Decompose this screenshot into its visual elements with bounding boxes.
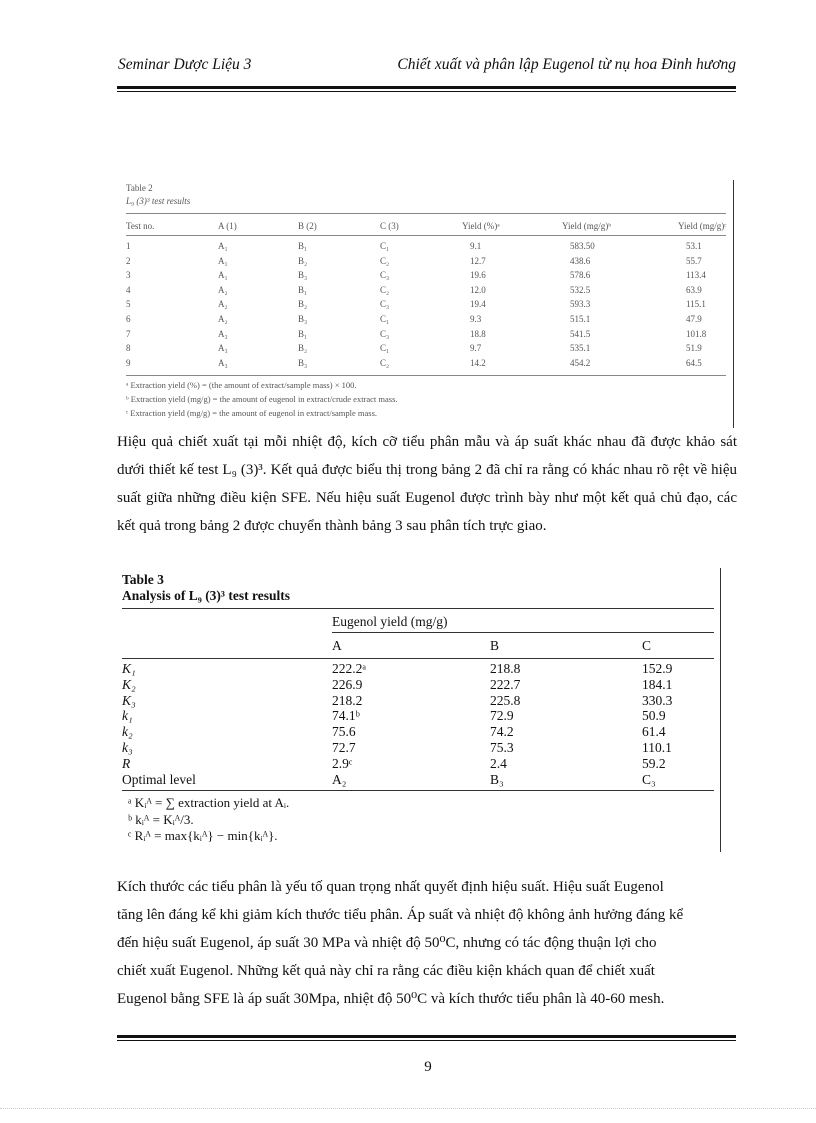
table2-cell: B₃	[298, 314, 308, 324]
table3-row-label: R	[122, 755, 131, 771]
table2-cell: 101.8	[686, 328, 707, 339]
table2-header-cell: Yield (mg/g)ᵇ	[562, 221, 612, 231]
table3-cell: B₃	[490, 771, 504, 787]
table2-cell: 18.8	[470, 328, 486, 339]
table3-cell: 222.2ᵃ	[332, 661, 367, 676]
table3-header-rule	[122, 658, 714, 659]
paragraph-2-line: Kích thước các tiểu phân là yếu tố quan trọng nhất quyết định hiệu suất. Hiệu suất Eugenol	[117, 879, 664, 895]
footer-rule-thin	[117, 1040, 736, 1041]
table2-bottom-rule	[126, 375, 726, 376]
table3-cell: 72.9	[490, 708, 514, 724]
table2-cell: 19.6	[470, 270, 486, 281]
table3-footnote-b: ᵇ kᵢᴬ = Kᵢᴬ/3.	[128, 812, 194, 827]
table2-cell: 4	[126, 284, 131, 295]
table3-cell: 184.1	[642, 676, 673, 692]
table3-cell: 61.4	[642, 724, 666, 740]
table3-cell: 74.2	[490, 724, 514, 740]
table3-row-label: k₃	[122, 740, 133, 755]
table2-cell: 19.4	[470, 299, 486, 310]
table2-cell: A₂	[218, 284, 228, 295]
table2-cell: 541.5	[570, 328, 591, 339]
table3-cell: 225.8	[490, 692, 521, 708]
table2-cell: 115.1	[686, 299, 706, 310]
table3-cell: C₃	[642, 771, 656, 787]
table2-cell: 593.3	[570, 299, 591, 310]
header-right: Chiết xuất và phân lập Eugenol từ nụ hoa Đinh hương	[397, 56, 736, 73]
table3-cell: 152.9	[642, 661, 673, 676]
table2-header-cell: Yield (%)ᵃ	[462, 221, 500, 231]
table2-cell: 12.0	[470, 284, 486, 295]
table2-cell: 5	[126, 299, 131, 310]
table3-row-label: K₃	[122, 692, 136, 708]
table2-top-rule	[126, 213, 726, 214]
table3-row-label: Optimal level	[122, 771, 196, 787]
table2-cell: 9.7	[470, 343, 482, 354]
table2-cell: 51.9	[686, 343, 702, 354]
table2-cell: A₃	[218, 357, 228, 368]
table3-top-rule	[122, 608, 714, 609]
table3-col-c: C	[642, 638, 652, 653]
table2-cell: 9	[126, 357, 131, 368]
table3-col-b: B	[490, 638, 500, 653]
footer-rule	[117, 1035, 736, 1038]
table3-subtitle: Analysis of L₉ (3)³ test results	[122, 588, 290, 603]
header-left: Seminar Dược Liệu 3	[118, 56, 252, 73]
table2-cell: 12.7	[470, 255, 486, 266]
table3-cell: 2.4	[490, 755, 507, 771]
table2-cell: B₂	[298, 299, 308, 310]
paragraph-2-line: Eugenol bằng SFE là áp suất 30Mpa, nhiệt độ 50⁰C và kích thước tiểu phân là 40-60 mesh.	[117, 991, 665, 1007]
table2-cell: 55.7	[686, 255, 702, 266]
paragraph-2	[117, 873, 737, 1013]
table2-header-cell: Test no.	[126, 221, 155, 231]
table2-cell: 14.2	[470, 357, 486, 368]
table2-footnote-a: ᵃ Extraction yield (%) = (the amount of extract/sample mass) × 100.	[126, 380, 357, 390]
table3-cell: 74.1ᵇ	[332, 708, 360, 724]
table3-right-border	[720, 568, 721, 852]
table3-cell: 50.9	[642, 708, 666, 724]
table3-cell: 218.2	[332, 692, 363, 708]
table2-cell: C₂	[380, 284, 390, 295]
table3-group-rule	[332, 632, 714, 633]
table3-cell: 218.8	[490, 661, 521, 676]
table2-caption: Table 2	[126, 183, 153, 193]
table2-cell: 9.3	[470, 314, 482, 324]
table2-cell: A₁	[218, 255, 228, 266]
table2-cell: A₃	[218, 328, 228, 339]
table2-header-cell: B (2)	[298, 221, 317, 231]
table2-cell: C₁	[380, 314, 390, 324]
table2-cell: 454.2	[570, 357, 591, 368]
table2-cell: C₃	[380, 270, 390, 281]
page-edge	[0, 1108, 816, 1109]
table3-cell: 75.3	[490, 740, 514, 755]
table2-cell: B₃	[298, 357, 308, 368]
table3-bottom-rule	[122, 790, 714, 791]
table3-cell: 75.6	[332, 724, 356, 740]
table2-cell: C₂	[380, 357, 390, 368]
table2-header-rule	[126, 235, 726, 236]
table3-cell: 330.3	[642, 692, 673, 708]
table2-cell: B₁	[298, 284, 308, 295]
header-rule	[117, 86, 736, 89]
table2-cell: A₂	[218, 314, 228, 324]
table2-cell: A₁	[218, 241, 228, 251]
table3-row-label: k₂	[122, 724, 133, 740]
table3-cell: 110.1	[642, 740, 672, 755]
table2-cell: 3	[126, 270, 131, 281]
table2-cell: 9.1	[470, 241, 482, 251]
table2-cell: 578.6	[570, 270, 591, 281]
table3-cell: 222.7	[490, 676, 521, 692]
table2-header-cell: Yield (mg/g)ᶜ	[678, 221, 727, 231]
table2-cell: C₁	[380, 241, 390, 251]
table3-footnote-c: ᶜ Rᵢᴬ = max{kᵢᴬ} − min{kᵢᴬ}.	[128, 828, 278, 843]
paragraph-1: Hiệu quả chiết xuất tại mỗi nhiệt độ, kích cỡ tiểu phân mẫu và áp suất khác nhau đã được khảo sát dưới thiết kế test L₉ (3)³. Kết quả được biểu thị trong bảng 2 đã chỉ ra rằng có khác nhau rõ rệt về hiệu suất giữa những điều kiện SFE. Nếu hiệu suất Eugenol được trình bày như một kết quả chủ đạo, các kết quả trong bảng 2 được chuyển thành bảng 3 sau phân tích trực giao.	[117, 434, 737, 534]
table2-subtitle: L₉ (3)³ test results	[126, 196, 191, 206]
table2-cell: B₁	[298, 241, 308, 251]
table2-cell: 515.1	[570, 314, 591, 324]
table2-cell: 7	[126, 328, 131, 339]
table2-cell: B₁	[298, 328, 308, 339]
page-number: 9	[424, 1059, 432, 1075]
table2-cell: 63.9	[686, 284, 702, 295]
table2-cell: A₁	[218, 270, 228, 281]
table2-cell: 47.9	[686, 314, 702, 324]
table2-header-cell: A (1)	[218, 221, 237, 231]
paragraph-2-line: chiết xuất Eugenol. Những kết quả này chỉ ra rằng các điều kiện khách quan để chiết xuất	[117, 963, 655, 979]
table3-caption: Table 3	[122, 572, 164, 587]
table2-cell: B₂	[298, 255, 308, 266]
table2-header-cell: C (3)	[380, 221, 399, 231]
table2-footnote-b: ᵇ Extraction yield (mg/g) = the amount of eugenol in extract/crude extract mass.	[126, 394, 398, 404]
table2-cell: B₂	[298, 343, 308, 354]
table2-right-border	[733, 180, 734, 428]
table3-cell: 226.9	[332, 676, 363, 692]
table3-cell: 72.7	[332, 740, 356, 755]
table3-col-a: A	[332, 638, 342, 653]
table2	[126, 183, 726, 423]
table2-cell: B₃	[298, 270, 308, 281]
table2-cell: 53.1	[686, 241, 702, 251]
table3-group-header: Eugenol yield (mg/g)	[332, 614, 448, 629]
table2-cell: C₁	[380, 343, 390, 354]
table3-row-label: k₁	[122, 708, 133, 724]
table3-row-label: K₂	[122, 676, 136, 692]
table2-cell: 1	[126, 241, 131, 251]
table2-footnote-c: ᶜ Extraction yield (mg/g) = the amount of eugenol in extract/sample mass.	[126, 408, 378, 418]
table3-cell: 2.9ᶜ	[332, 755, 353, 771]
table2-cell: 2	[126, 255, 131, 266]
header-rule-thin	[117, 91, 736, 92]
table2-cell: C₃	[380, 299, 390, 310]
table2-cell: 64.5	[686, 357, 702, 368]
table2-cell: C₂	[380, 255, 390, 266]
table2-cell: 438.6	[570, 255, 591, 266]
table3-row-label: K₁	[122, 661, 136, 676]
table2-cell: 8	[126, 343, 131, 354]
paragraph-2-line: đến hiệu suất Eugenol, áp suất 30 MPa và nhiệt độ 50⁰C, nhưng có tác động thuận lợi cho	[117, 935, 657, 951]
table2-cell: C₃	[380, 328, 390, 339]
paragraph-2-line: tăng lên đáng kể khi giảm kích thước tiểu phân. Áp suất và nhiệt độ không ảnh hưởng đáng kể	[117, 907, 684, 923]
table2-cell: 535.1	[570, 343, 591, 354]
table2-cell: 583.50	[570, 241, 595, 251]
table2-cell: 113.4	[686, 270, 706, 281]
table3-cell: 59.2	[642, 755, 666, 771]
table3	[122, 572, 714, 852]
table2-cell: 6	[126, 314, 131, 324]
table3-footnote-a: ᵃ Kᵢᴬ = ∑ extraction yield at Aᵢ.	[128, 795, 290, 810]
table2-cell: A₃	[218, 343, 228, 354]
table2-cell: A₂	[218, 299, 228, 310]
table3-cell: A₂	[332, 771, 347, 787]
table2-cell: 532.5	[570, 284, 591, 295]
